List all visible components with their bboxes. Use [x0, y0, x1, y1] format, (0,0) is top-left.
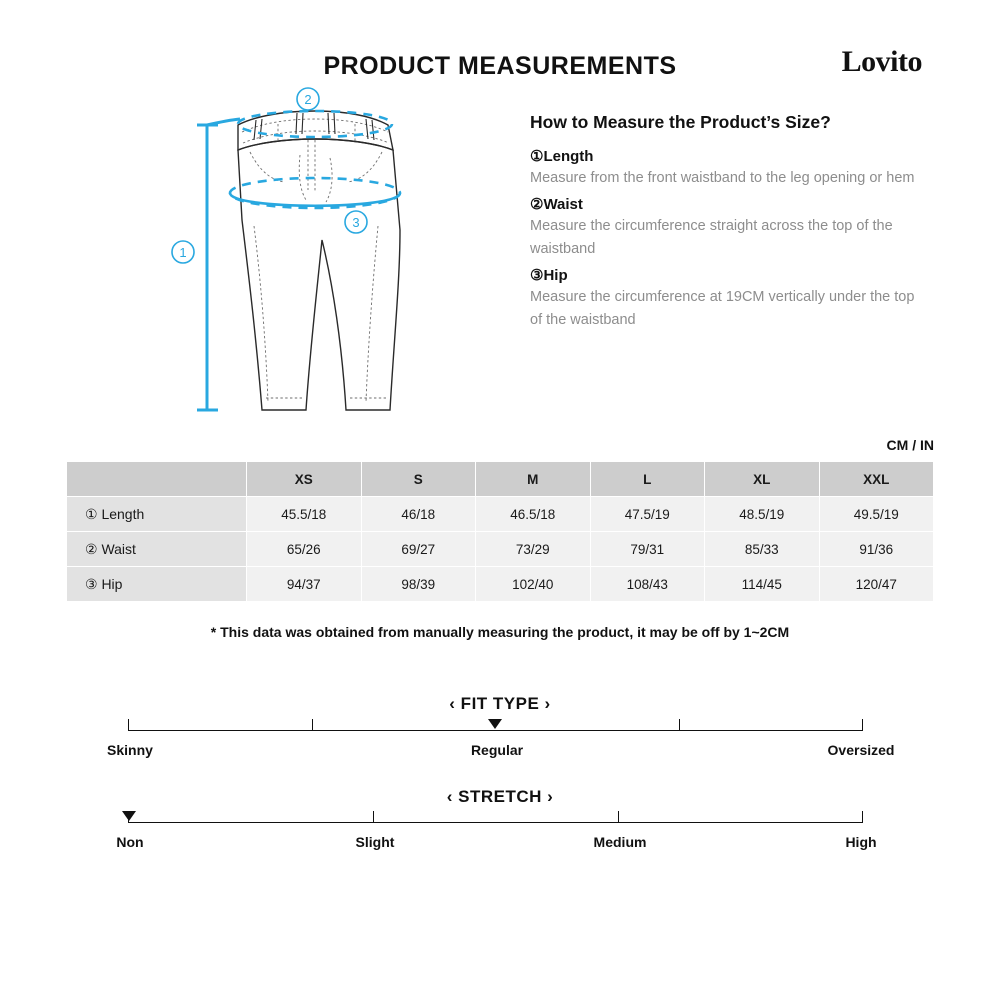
row-label-length: ① Length: [67, 497, 247, 532]
stretch-label-medium: Medium: [593, 834, 647, 850]
stretch-label-high: High: [845, 834, 877, 850]
table-col-xl: XL: [705, 462, 820, 497]
fit-type-selected-marker: [488, 719, 502, 729]
measure-item-waist-label: ②Waist: [530, 196, 583, 214]
table-row: [67, 567, 934, 602]
cell-hip-xxl: 120/47: [819, 567, 934, 602]
cell-waist-xl: 85/33: [705, 532, 820, 567]
cell-length-m: 46.5/18: [476, 497, 591, 532]
table-col-xs: XS: [247, 462, 362, 497]
stretch-title: ‹ STRETCH ›: [446, 787, 554, 806]
callout-length-label: 1: [179, 245, 187, 260]
measure-item-hip-desc: Measure the circumference at 19CM vertically under the top of the waistband: [530, 289, 915, 328]
table-col-m: M: [476, 462, 591, 497]
stretch-tick-medium: [618, 811, 619, 822]
stretch-label-slight: Slight: [355, 834, 395, 850]
cell-waist-l: 79/31: [590, 532, 705, 567]
cell-length-xs: 45.5/18: [247, 497, 362, 532]
how-to-measure-heading: How to Measure the Product’s Size?: [530, 112, 831, 132]
table-header-row: [67, 462, 934, 497]
table-col-s: S: [361, 462, 476, 497]
pants-measurement-illustration: [150, 80, 480, 450]
cell-waist-s: 69/27: [361, 532, 476, 567]
cell-waist-xxl: 91/36: [819, 532, 934, 567]
cell-hip-xs: 94/37: [247, 567, 362, 602]
fit-type-axis: [128, 730, 863, 731]
cell-hip-xl: 114/45: [705, 567, 820, 602]
row-label-waist: ② Waist: [67, 532, 247, 567]
cell-length-l: 47.5/19: [590, 497, 705, 532]
how-to-measure-section: [530, 112, 930, 337]
cell-length-xl: 48.5/19: [705, 497, 820, 532]
fit-type-title: ‹ FIT TYPE ›: [449, 694, 551, 713]
measure-item-length-label: ①Length: [530, 148, 594, 165]
cell-waist-xs: 65/26: [247, 532, 362, 567]
table-col-l: L: [590, 462, 705, 497]
fit-type-tick-3: [679, 719, 680, 730]
measure-item-length-desc: Measure from the front waistband to the leg opening or hem: [530, 170, 915, 186]
stretch-selected-marker: [122, 811, 136, 821]
stretch-tick-high: [862, 811, 863, 822]
measurement-footnote: * This data was obtained from manually measuring the product, it may be off by 1~2CM: [210, 624, 790, 640]
cell-length-xxl: 49.5/19: [819, 497, 934, 532]
stretch-axis: [128, 822, 863, 823]
cell-waist-m: 73/29: [476, 532, 591, 567]
brand-logo: Lovito: [841, 45, 922, 78]
fit-type-tick-oversized: [862, 719, 863, 730]
cell-hip-l: 108/43: [590, 567, 705, 602]
measure-item-waist-desc: Measure the circumference straight across the top of the waistband: [530, 218, 893, 257]
measure-item-hip-label: ③Hip: [530, 267, 568, 285]
callout-hip-label: 3: [352, 215, 360, 230]
cell-hip-m: 102/40: [476, 567, 591, 602]
table-col-xxl: XXL: [819, 462, 934, 497]
stretch-label-non: Non: [116, 834, 144, 850]
fit-type-tick-skinny: [128, 719, 129, 730]
cell-hip-s: 98/39: [361, 567, 476, 602]
size-chart-table: [66, 461, 934, 602]
fit-type-label-regular: Regular: [470, 742, 524, 758]
callout-waist-label: 2: [304, 92, 312, 107]
table-row: [67, 532, 934, 567]
table-row: [67, 497, 934, 532]
page-title: PRODUCT MEASUREMENTS: [323, 52, 677, 80]
table-corner-cell: [67, 462, 247, 497]
fit-type-tick-2: [312, 719, 313, 730]
unit-note: CM / IN: [886, 437, 934, 453]
cell-length-s: 46/18: [361, 497, 476, 532]
fit-type-label-skinny: Skinny: [107, 742, 153, 758]
row-label-hip: ③ Hip: [67, 567, 247, 602]
fit-type-label-oversized: Oversized: [827, 742, 895, 758]
stretch-tick-slight: [373, 811, 374, 822]
